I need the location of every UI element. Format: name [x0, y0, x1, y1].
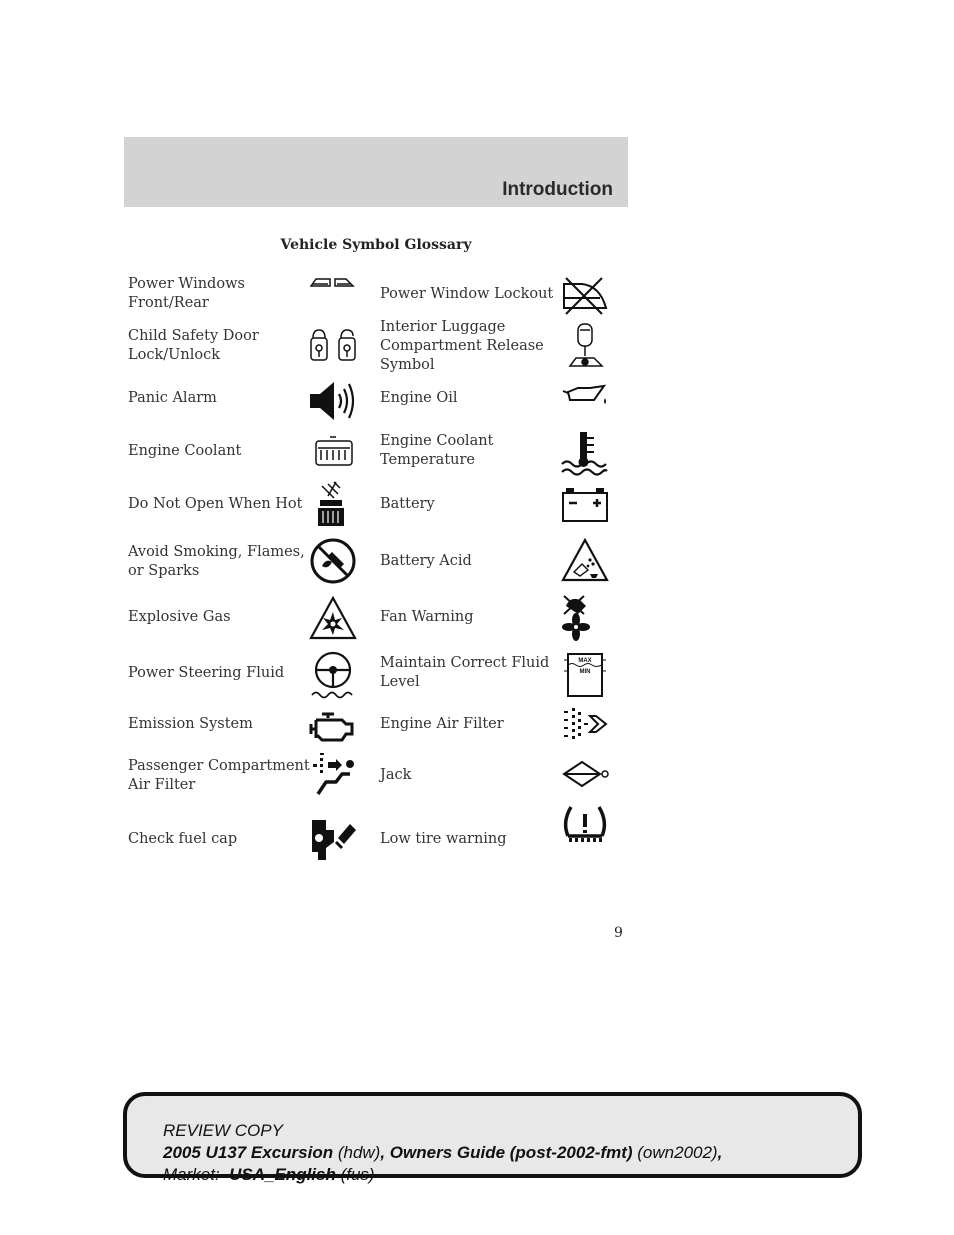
model-name: 2005 U137 Excursion: [163, 1143, 334, 1162]
symbol-label: Child Safety Door Lock/Unlock: [128, 328, 259, 363]
separator: ,: [717, 1143, 723, 1162]
symbol-label: Engine Coolant Temperature: [380, 433, 494, 468]
low-tire-warning-icon: [560, 802, 610, 852]
footer-text: [163, 1120, 722, 1186]
symbol-label: Engine Coolant: [128, 443, 242, 459]
cabin-air-filter-icon: [308, 750, 358, 800]
symbol-label: Jack: [380, 767, 412, 783]
model-code: (hdw): [333, 1143, 381, 1162]
fuel-cap-icon: [308, 814, 358, 864]
section-title: Introduction: [502, 179, 613, 200]
symbol-label: Avoid Smoking, Flames, or Sparks: [128, 544, 305, 579]
review-copy-label: REVIEW COPY: [163, 1121, 283, 1140]
glossary-row: [124, 750, 628, 806]
explosive-gas-icon: [308, 594, 358, 644]
power-windows-icon: [308, 268, 358, 318]
symbol-label: Engine Air Filter: [380, 716, 504, 732]
guide-code: (own2002): [632, 1143, 718, 1162]
market-label: Market:: [163, 1165, 230, 1184]
symbol-label: Battery Acid: [380, 553, 472, 569]
fan-warning-icon: [560, 592, 610, 642]
symbol-label: Emission System: [128, 716, 253, 732]
power-steering-icon: [308, 650, 358, 700]
symbol-label: Explosive Gas: [128, 609, 231, 625]
jack-icon: [560, 750, 610, 800]
market-code: (fus): [335, 1165, 375, 1184]
fluid-level-icon: [560, 650, 610, 700]
symbol-label: Maintain Correct Fluid Level: [380, 655, 550, 690]
engine-oil-icon: [560, 374, 610, 424]
symbol-label: Panic Alarm: [128, 390, 217, 406]
glossary-row: [124, 536, 628, 592]
svg-text:MAX: MAX: [578, 658, 592, 664]
child-safety-lock-icon: [308, 324, 358, 374]
market-name: USA_English: [229, 1165, 336, 1184]
symbol-label: Power Steering Fluid: [128, 665, 285, 681]
luggage-release-icon: [560, 322, 610, 372]
symbol-label: Engine Oil: [380, 390, 458, 406]
symbol-label: Passenger Compartment Air Filter: [128, 758, 310, 793]
coolant-temperature-icon: [560, 428, 610, 478]
svg-text:MIN: MIN: [579, 669, 591, 675]
section-header: [124, 137, 628, 207]
glossary-row: [124, 806, 628, 868]
symbol-label: Power Windows Front/Rear: [128, 276, 245, 311]
symbol-label: Interior Luggage Compartment Release Symbol: [380, 319, 544, 373]
do-not-open-hot-icon: [308, 480, 358, 530]
glossary-row: [124, 592, 628, 648]
glossary-title: Vehicle Symbol Glossary: [280, 237, 472, 253]
symbol-label: Low tire warning: [380, 831, 507, 847]
engine-coolant-icon: [308, 430, 358, 480]
symbol-label: Do Not Open When Hot: [128, 496, 303, 512]
power-window-lockout-icon: [560, 270, 610, 320]
symbol-label: Fan Warning: [380, 609, 474, 625]
glossary-row: [124, 704, 628, 752]
glossary-row: [124, 482, 628, 532]
symbol-label: Battery: [380, 496, 435, 512]
panic-alarm-icon: [308, 376, 358, 426]
guide-name: , Owners Guide (post-2002-fmt): [380, 1143, 633, 1162]
battery-icon: [560, 480, 610, 530]
air-filter-icon: [560, 700, 610, 750]
symbol-label: Check fuel cap: [128, 831, 238, 847]
glossary-row: [124, 374, 628, 424]
glossary-row: [124, 648, 628, 704]
review-footer: [123, 1092, 862, 1184]
glossary-row: [124, 318, 628, 376]
glossary-row: [124, 270, 628, 320]
page-number: 9: [614, 925, 623, 941]
battery-acid-icon: [560, 536, 610, 586]
glossary-row: [124, 426, 628, 482]
emission-system-icon: [308, 702, 358, 752]
symbol-label: Power Window Lockout: [380, 286, 554, 302]
no-smoking-icon: [308, 536, 358, 586]
